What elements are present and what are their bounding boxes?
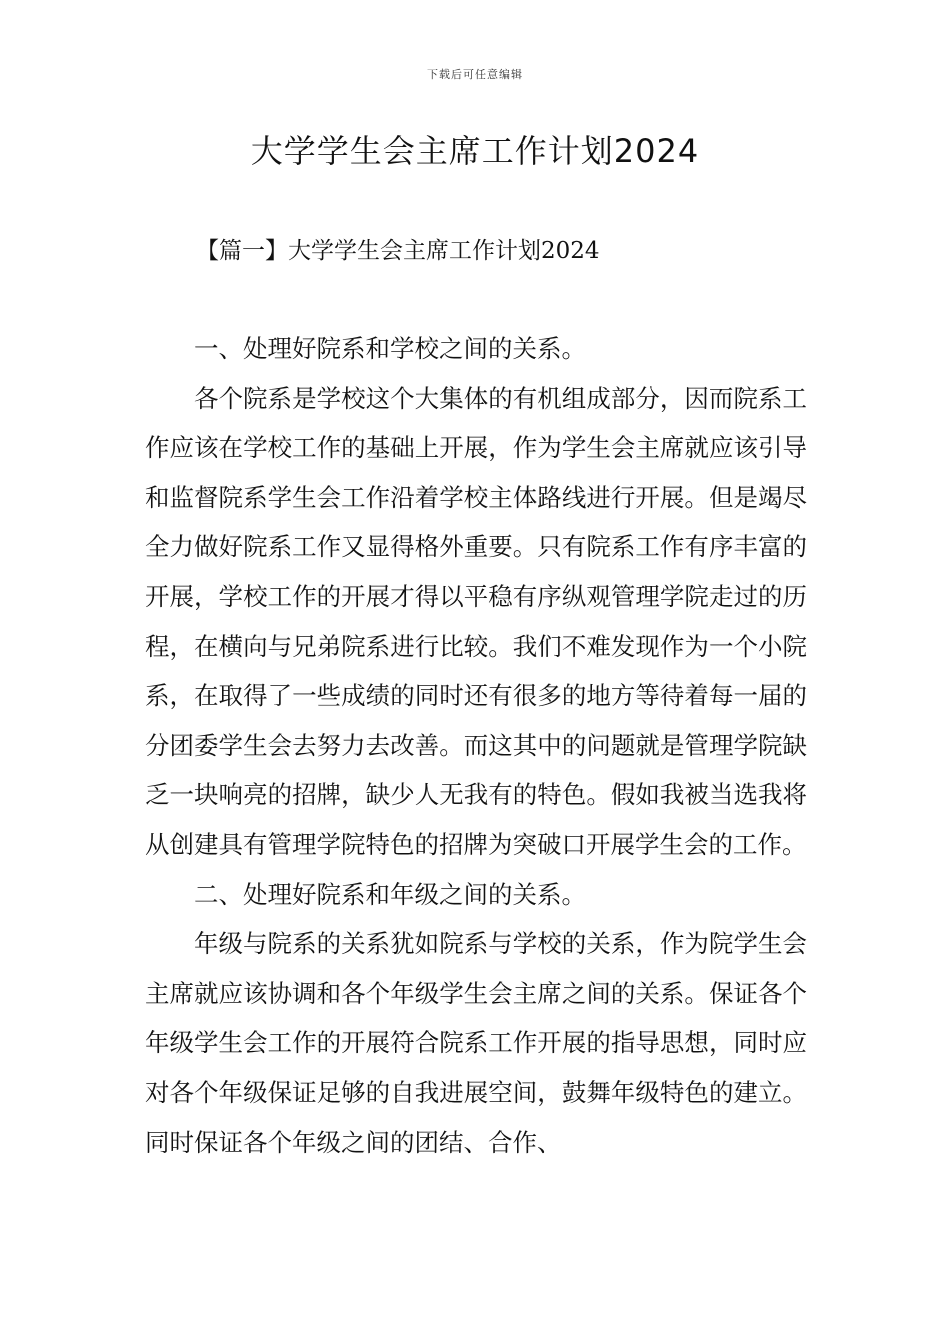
document-title: 大学学生会主席工作计划2024: [250, 132, 700, 170]
document-body: [145, 324, 807, 1167]
paragraph-heading-2: 二、处理好院系和年级之间的关系。: [194, 879, 586, 909]
header-note: 下载后可任意编辑: [427, 68, 523, 81]
paragraph-heading-1: 一、处理好院系和学校之间的关系。: [194, 334, 586, 363]
paragraph: 各个院系是学校这个大集体的有机组成部分，因而院系工作应该在学校工作的基础上开展，作为学生会主席就应该引导和监督院系学生会工作沿着学校主体路线进行开展。但是竭尽全力做好院系工作又显得格外重要。只有院系工作有序丰富的开展，学校工作的开展才得以平稳有序纵观管理学院走过的历程，在横向与兄弟院系进行比较。我们不难发现作为一个小院系，在取得了一些成绩的同时还有很多的地方等待着每一届的分团委学生会去努力去改善。而这其中的问题就是管理学院缺乏一块响亮的招牌，缺少人无我有的特色。假如我被当选我将从创建具有管理学院特色的招牌为突破口开展学生会的工作。: [145, 383, 807, 859]
section-title: 【篇一】大学学生会主席工作计划2024: [196, 238, 600, 264]
paragraph: 年级与院系的关系犹如院系与学校的关系，作为院学生会主席就应该协调和各个年级学生会主席之间的关系。保证各个年级学生会工作的开展符合院系工作开展的指导思想，同时应对各个年级保证足够的自我进展空间，鼓舞年级特色的建立。同时保证各个年级之间的团结、合作、: [145, 929, 807, 1157]
